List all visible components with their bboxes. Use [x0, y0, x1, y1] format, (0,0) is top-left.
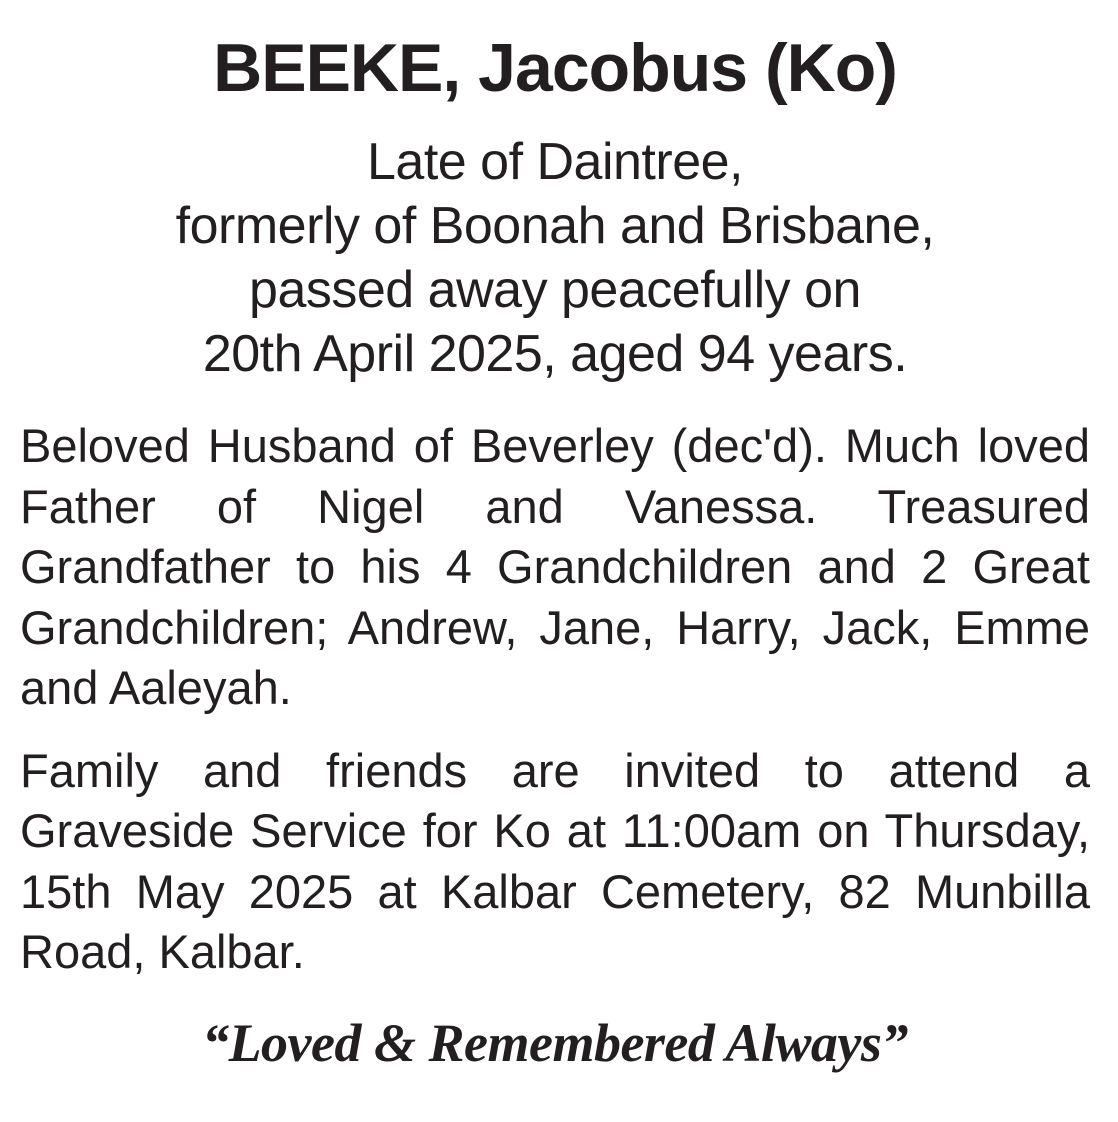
death-notice — [20, 28, 1090, 1075]
family-paragraph: Beloved Husband of Beverley (dec'd). Much loved Father of Nigel and Vanessa. Treasured Grandfather to his 4 Grandchildren and 2 Great Grandchildren; Andrew, Jane, Harry, Jack, Emme and Aaleyah. — [20, 419, 1090, 714]
closing-tribute: “Loved & Remembered Always” — [202, 1012, 908, 1073]
intro-line-date-age: 20th April 2025, aged 94 years. — [202, 325, 908, 383]
intro-block — [20, 130, 1090, 386]
intro-line-passing: passed away peacefully on — [249, 261, 861, 319]
intro-line-residence: Late of Daintree, — [367, 133, 743, 191]
deceased-name: BEEKE, Jacobus (Ko) — [213, 30, 897, 106]
intro-line-former-residence: formerly of Boonah and Brisbane, — [175, 197, 935, 255]
service-paragraph: Family and friends are invited to attend a Graveside Service for Ko at 11:00am on Thursday, 15th May 2025 at Kalbar Cemetery, 82 Munbilla Road, Kalbar. — [20, 743, 1090, 978]
